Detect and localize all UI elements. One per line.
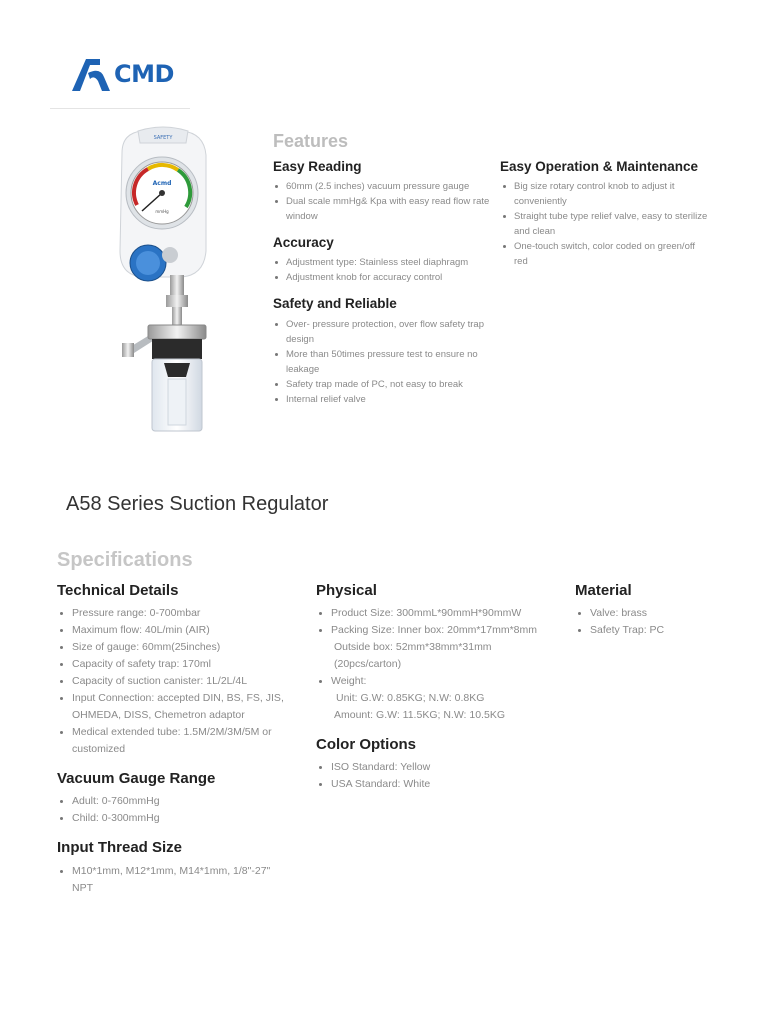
- list-item: 60mm (2.5 inches) vacuum pressure gauge: [273, 179, 491, 194]
- list-item: M10*1mm, M12*1mm, M14*1mm, 1/8"-27" NPT: [57, 863, 289, 897]
- list-item: Product Size: 300mmL*90mmH*90mmW: [316, 605, 556, 622]
- brand-name: CMD: [114, 60, 174, 88]
- logo-divider: [50, 108, 190, 109]
- list-item: Child: 0-300mmHg: [57, 810, 289, 827]
- list-item: Packing Size: Inner box: 20mm*17mm*8mm: [316, 622, 556, 639]
- color-options-list: [316, 759, 556, 793]
- cmd-logo-icon: [70, 55, 114, 93]
- list-item-continuation: (20pcs/carton): [334, 658, 402, 670]
- list-item: Size of gauge: 60mm(25inches): [57, 639, 289, 656]
- safety-heading: Safety and Reliable: [273, 296, 397, 311]
- list-item: Medical extended tube: 1.5M/2M/3M/5M or customized: [57, 724, 289, 758]
- list-item-continuation: Outside box: 52mm*38mm*31mm: [334, 641, 492, 653]
- input-thread-size-list: [57, 863, 289, 897]
- list-item: Adult: 0-760mmHg: [57, 793, 289, 810]
- list-item: Straight tube type relief valve, easy to sterilize and clean: [501, 209, 711, 239]
- brand-logo: [70, 55, 174, 93]
- gauge-brand-mark: Acmd: [152, 180, 172, 187]
- svg-text:SAFETY: SAFETY: [153, 135, 173, 141]
- list-item: Adjustment knob for accuracy control: [273, 270, 491, 285]
- suction-regulator-image: [108, 125, 218, 440]
- list-item: Adjustment type: Stainless steel diaphragm: [273, 255, 491, 270]
- easy-reading-list: [273, 179, 491, 224]
- vacuum-gauge-range-list: [57, 793, 289, 827]
- list-item: ISO Standard: Yellow: [316, 759, 556, 776]
- operation-list: [501, 179, 711, 269]
- list-item: Safety trap made of PC, not easy to break: [273, 377, 491, 392]
- list-item: Weight:: [316, 673, 556, 690]
- operation-heading: Easy Operation & Maintenance: [500, 159, 699, 174]
- list-item: Capacity of safety trap: 170ml: [57, 656, 289, 673]
- list-item-continuation: Unit: G.W: 0.85KG; N.W: 0.8KG: [336, 692, 485, 704]
- list-item-continuation: Amount: G.W: 11.5KG; N.W: 10.5KG: [334, 709, 505, 721]
- list-item: Dual scale mmHg& Kpa with easy read flow rate window: [273, 194, 491, 224]
- list-item: More than 50times pressure test to ensure no leakage: [273, 347, 491, 377]
- list-item: Valve: brass: [575, 605, 735, 622]
- list-item: Maximum flow: 40L/min (AIR): [57, 622, 289, 639]
- gauge-unit-label: mmHg: [155, 209, 169, 214]
- list-item: Over- pressure protection, over flow safety trap design: [273, 317, 491, 347]
- list-item: Input Connection: accepted DIN, BS, FS, JIS, OHMEDA, DISS, Chemetron adaptor: [57, 690, 289, 724]
- vacuum-gauge-range-heading: Vacuum Gauge Range: [57, 770, 216, 787]
- accuracy-heading: Accuracy: [273, 235, 334, 250]
- material-heading: Material: [575, 582, 632, 599]
- technical-details-heading: Technical Details: [57, 582, 179, 599]
- features-title: Features: [273, 131, 349, 151]
- list-item: Pressure range: 0-700mbar: [57, 605, 289, 622]
- list-item: Safety Trap: PC: [575, 622, 735, 639]
- list-item: USA Standard: White: [316, 776, 556, 793]
- page-title: A58 Series Suction Regulator: [66, 493, 329, 515]
- list-item: Big size rotary control knob to adjust it conveniently: [501, 179, 711, 209]
- input-thread-size-heading: Input Thread Size: [57, 839, 183, 856]
- physical-list: [316, 605, 556, 724]
- technical-details-list: [57, 605, 289, 758]
- list-item: Capacity of suction canister: 1L/2L/4L: [57, 673, 289, 690]
- safety-list: [273, 317, 491, 407]
- list-item: Internal relief valve: [273, 392, 491, 407]
- list-item: One-touch switch, color coded on green/off red: [501, 239, 711, 269]
- easy-reading-heading: Easy Reading: [273, 159, 362, 174]
- physical-heading: Physical: [316, 582, 377, 599]
- material-list: [575, 605, 735, 639]
- specifications-title: Specifications: [57, 549, 193, 571]
- accuracy-list: [273, 255, 491, 285]
- color-options-heading: Color Options: [316, 736, 416, 753]
